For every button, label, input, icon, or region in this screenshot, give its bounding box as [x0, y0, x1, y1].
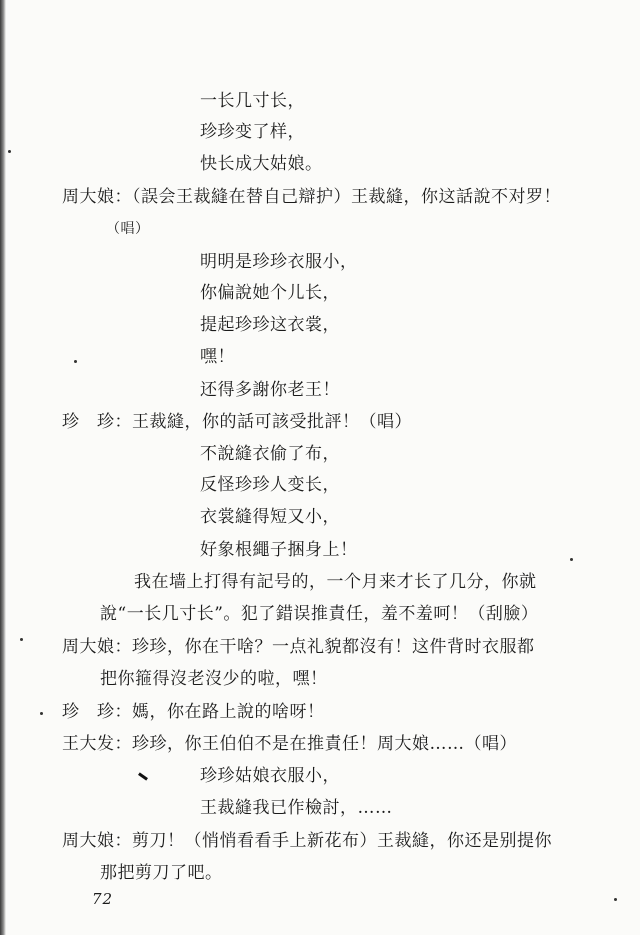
ink-speck: [74, 360, 77, 363]
text-line-18: 周大娘：珍珍，你在干啥？一点礼貌都沒有！这件背时衣服都: [62, 637, 535, 657]
text-line-15: 好象根繩子捆身上！: [200, 540, 358, 560]
text-line-11: 珍 珍：王裁縫，你的話可該受批評！（唱）: [62, 412, 412, 432]
text-line-14: 衣裳縫得短又小，: [200, 507, 340, 527]
text-line-23: 王裁縫我已作檢討，……: [200, 798, 393, 818]
text-line-6: 明明是珍珍衣服小，: [200, 252, 358, 272]
ink-speck: [614, 898, 617, 901]
ink-speck: [40, 712, 43, 715]
text-line-13: 反怪珍珍人变长，: [200, 475, 340, 495]
text-line-8: 提起珍珍这衣裳，: [200, 315, 340, 335]
text-line-3: 快长成大姑娘。: [200, 154, 323, 174]
text-line-9: 嘿！: [200, 347, 235, 367]
text-line-24: 周大娘：剪刀！（悄悄看看手上新花布）王裁縫，你还是别提你: [62, 831, 552, 851]
text-line-1: 一长几寸长，: [200, 91, 305, 111]
text-line-19: 把你箍得沒老沒少的啦，嘿！: [100, 669, 328, 689]
text-line-12: 不說縫衣偷了布，: [200, 444, 340, 464]
text-line-16: 我在墙上打得有記号的，一个月来才长了几分，你就: [134, 572, 537, 592]
page-number: 72: [92, 890, 114, 908]
text-line-21: 王大发：珍珍，你王伯伯不是在推責任！周大娘……（唱）: [62, 734, 517, 754]
ink-speck: [570, 558, 573, 561]
ink-mark: [138, 772, 148, 780]
text-line-17: 說“一长几寸长”。犯了錯误推責任，羞不羞呵！（刮臉）: [100, 604, 539, 624]
ink-speck: [8, 150, 11, 153]
text-line-7: 你偏說她个儿长，: [200, 283, 340, 303]
text-line-22: 珍珍姑娘衣服小，: [200, 766, 340, 786]
text-line-25: 那把剪刀了吧。: [100, 863, 223, 883]
text-line-2: 珍珍变了样，: [200, 122, 305, 142]
page-binding-edge: [0, 0, 6, 935]
text-line-10: 还得多謝你老王！: [200, 380, 340, 400]
text-line-5: （唱）: [106, 221, 150, 237]
text-line-20: 珍 珍：媽，你在路上說的啥呀！: [62, 702, 325, 722]
ink-speck: [20, 638, 23, 641]
text-line-4: 周大娘：（誤会王裁縫在替自己辯护）王裁縫，你这話說不对罗！: [62, 187, 561, 207]
